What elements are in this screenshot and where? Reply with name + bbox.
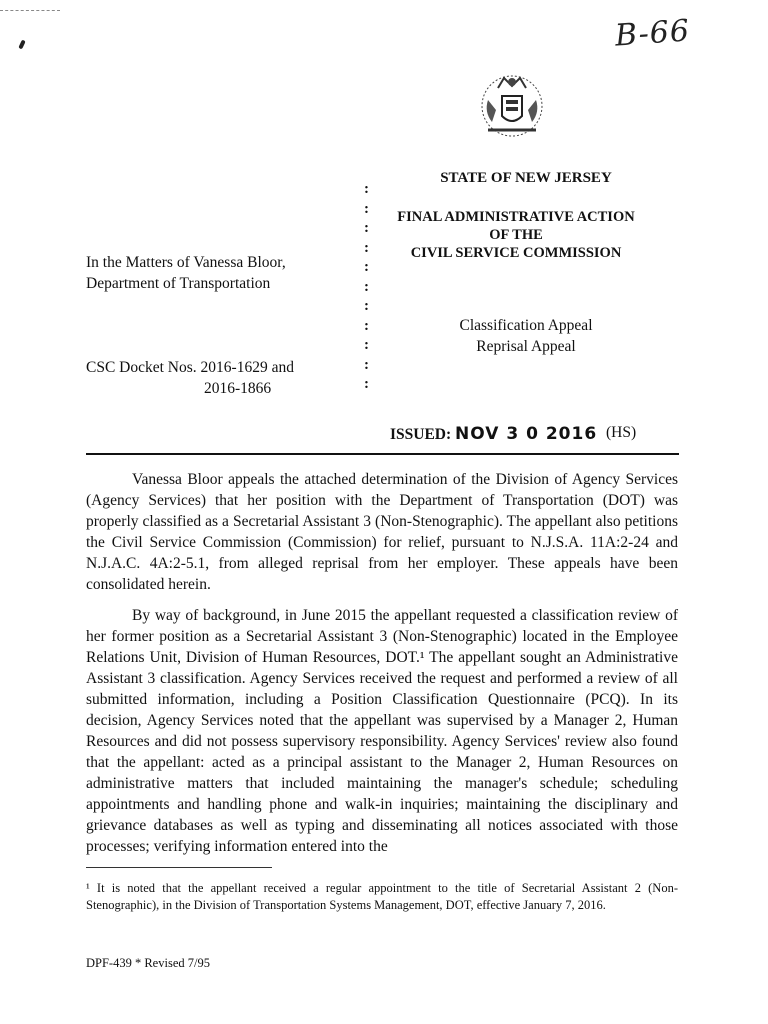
case-caption — [86, 252, 286, 294]
divider-colon: : — [364, 337, 369, 353]
issued-label: ISSUED: — [390, 426, 452, 443]
footnote-rule — [86, 867, 272, 868]
docket-line1: CSC Docket Nos. 2016-1629 and — [86, 359, 294, 376]
final-action-line1: FINAL ADMINISTRATIVE ACTION — [397, 209, 635, 225]
divider-colon: : — [364, 356, 369, 373]
state-title: STATE OF NEW JERSEY — [440, 170, 612, 186]
issued-date — [390, 424, 597, 444]
appeal-types — [376, 315, 676, 357]
divider-colon: : — [364, 278, 369, 295]
divider-colon: : — [364, 239, 369, 256]
divider-colon: : — [364, 200, 369, 217]
final-action-line2: OF THE — [489, 227, 543, 243]
form-number: DPF-439 * Revised 7/95 — [86, 956, 210, 970]
appeal-type-classification: Classification Appeal — [459, 317, 593, 334]
scan-speck — [18, 40, 25, 50]
divider-colon: : — [364, 181, 369, 197]
issuer-initials: (HS) — [606, 424, 637, 441]
docket-numbers — [86, 357, 294, 399]
date-stamp: NOV 3 0 2016 — [455, 424, 598, 444]
handwritten-number: B-66 — [613, 13, 692, 54]
paragraph-text: By way of background, in June 2015 the appellant requested a classification review of her former position as a Secretarial Assistant 3 (Non-Stenographic) located in the Employee Relations Unit, Division of Human Resources, DOT.¹ The appellant sought an Administrative Assistant 3 classification. Agency Services received the request and performed a review of all submitted information, including a Position Classification Questionnaire (PCQ). In its decision, Agency Services noted that the appellant was supervised by a Manager 2, Human Resources and did not possess supervisory responsibility. Agency Services' review also found that the appellant: acted as a principal assistant to the Manager 2, Human Resources on administrative matters that included maintaining the manager's schedule; scheduling appointments and handling phone and walk-in inquiries; maintaining the disciplinary and grievance databases as well as typing and disseminating all notices associated with those processes; verifying information entered into the — [86, 607, 678, 855]
divider-colon: : — [364, 298, 369, 314]
divider-colon: : — [364, 259, 369, 275]
divider-colon: : — [364, 317, 369, 334]
state-seal-icon — [474, 66, 550, 142]
final-action-line3: CIVIL SERVICE COMMISSION — [410, 245, 622, 261]
header-rule — [86, 453, 679, 455]
body-paragraph-2 — [86, 605, 678, 857]
caption-divider — [364, 180, 369, 395]
docket-line2: 2016-1866 — [204, 380, 272, 397]
paragraph-text: Vanessa Bloor appeals the attached determination of the Division of Agency Services (Agency Services) that her position with the Department of Transportation (DOT) was properly classified as a Secretarial Assistant 3 (Non-Stenographic). The appellant also petitions the Civil Service Commission (Commission) for relief, pursuant to N.J.S.A. 11A:2-24 and N.J.A.C. 4A:2-5.1, from alleged reprisal from her employer. These appeals have been consolidated herein. — [86, 471, 678, 593]
body-paragraph-1 — [86, 469, 678, 595]
footnote: ¹ It is noted that the appellant received a regular appointment to the title of Secretarial Assistant 2 (Non-Stenographic), in the Division of Transportation Systems Management, DOT, effective January 7, 2016. — [86, 881, 678, 912]
final-action-title — [376, 208, 656, 262]
appeal-type-reprisal: Reprisal Appeal — [476, 338, 576, 355]
case-caption-line1: In the Matters of Vanessa Bloor, — [86, 254, 286, 271]
divider-colon: : — [364, 220, 369, 236]
scan-mark — [0, 10, 60, 11]
divider-colon: : — [364, 376, 369, 392]
case-caption-line2: Department of Transportation — [86, 275, 271, 292]
